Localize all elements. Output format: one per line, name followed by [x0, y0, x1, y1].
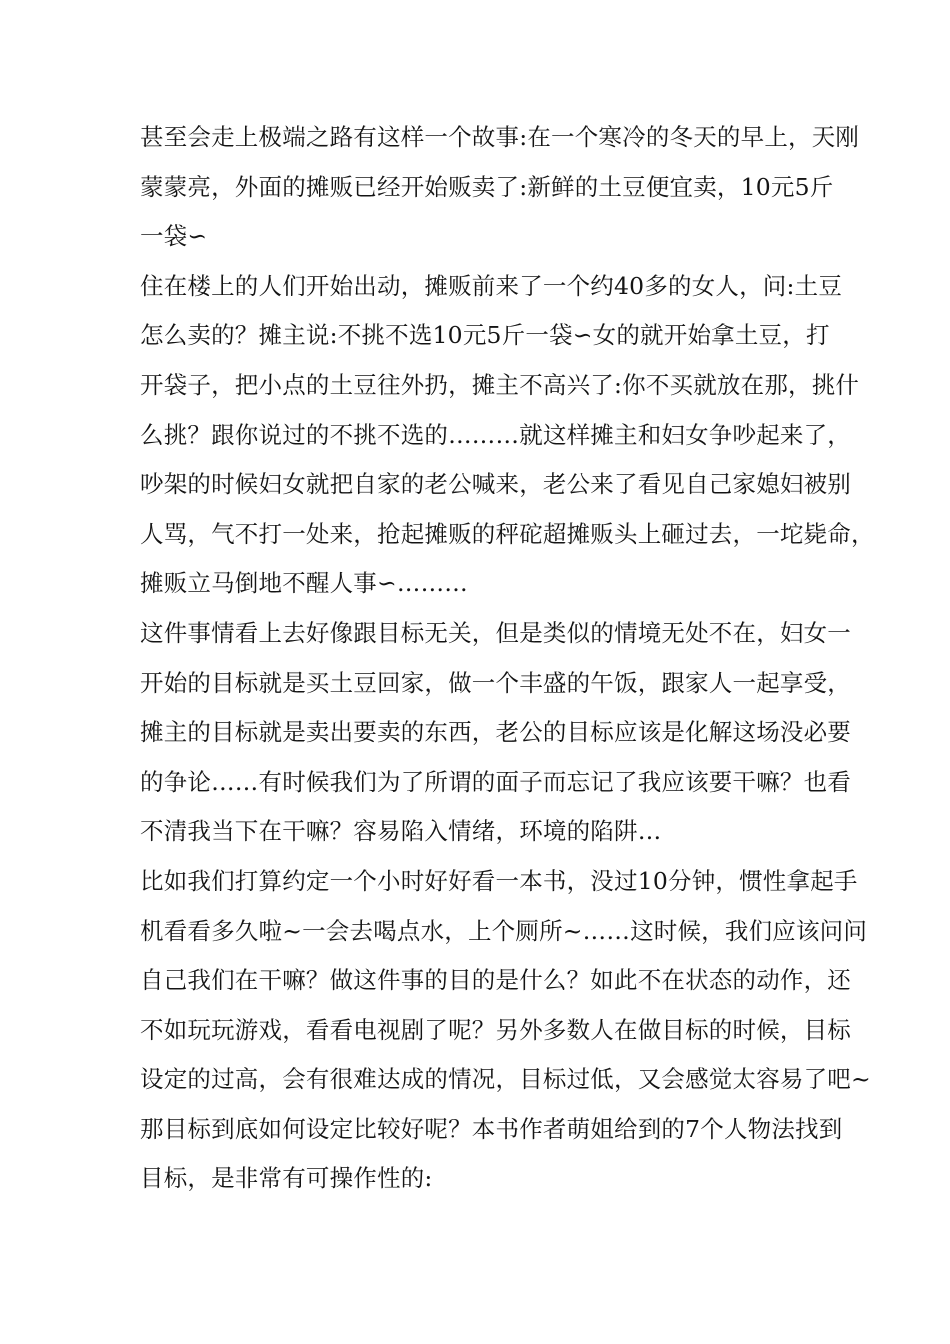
text-line: 那目标到底如何设定比较好呢？本书作者萌姐给到的7个人物法找到 — [140, 1114, 843, 1143]
text-line: 蒙蒙亮，外面的摊贩已经开始贩卖了:新鲜的土豆便宜卖，10元5斤 — [140, 172, 834, 201]
text-line: 这件事情看上去好像跟目标无关，但是类似的情境无处不在，妇女一 — [140, 618, 851, 647]
text-line: 怎么卖的？摊主说:不挑不选10元5斤一袋∽女的就开始拿土豆，打 — [140, 321, 830, 350]
text-line: 不如玩玩游戏，看看电视剧了呢？另外多数人在做目标的时候，目标 — [140, 1015, 851, 1044]
text-line: 目标，是非常有可操作性的: — [140, 1164, 433, 1193]
text-line: 的争论……有时候我们为了所谓的面子而忘记了我应该要干嘛？也看 — [140, 767, 851, 796]
text-line: 开袋子，把小点的土豆往外扔，摊主不高兴了:你不买就放在那，挑什 — [140, 370, 860, 399]
text-line: 开始的目标就是买土豆回家，做一个丰盛的午饭，跟家人一起享受， — [140, 668, 851, 697]
text-line: 一袋∽ — [140, 222, 208, 251]
text-line: 机看看多久啦~一会去喝点水，上个厕所~……这时候，我们应该问问 — [140, 916, 868, 945]
text-line: 摊主的目标就是卖出要卖的东西，老公的目标应该是化解这场没必要 — [140, 718, 851, 747]
text-line: 吵架的时候妇女就把自家的老公喊来，老公来了看见自己家媳妇被别 — [140, 470, 851, 499]
text-line: 摊贩立马倒地不醒人事∽……… — [140, 569, 468, 598]
text-line: 住在楼上的人们开始出动，摊贩前来了一个约40多的女人，问:土豆 — [140, 271, 843, 300]
text-line: 人骂，气不打一处来，抢起摊贩的秤砣超摊贩头上砸过去，一坨毙命， — [140, 519, 875, 548]
text-line: 设定的过高，会有很难达成的情况，目标过低，又会感觉太容易了吧~ — [140, 1065, 871, 1094]
text-line: 不清我当下在干嘛？容易陷入情绪，环境的陷阱… — [140, 817, 662, 846]
text-line: 比如我们打算约定一个小时好好看一本书，没过10分钟，惯性拿起手 — [140, 866, 858, 895]
text-line: 么挑？跟你说过的不挑不选的………就这样摊主和妇女争吵起来了， — [140, 420, 851, 449]
text-line: 自己我们在干嘛？做这件事的目的是什么？如此不在状态的动作，还 — [140, 966, 851, 995]
text-line: 甚至会走上极端之路有这样一个故事:在一个寒冷的冬天的早上，天刚 — [140, 123, 860, 151]
body-text — [140, 113, 875, 1204]
